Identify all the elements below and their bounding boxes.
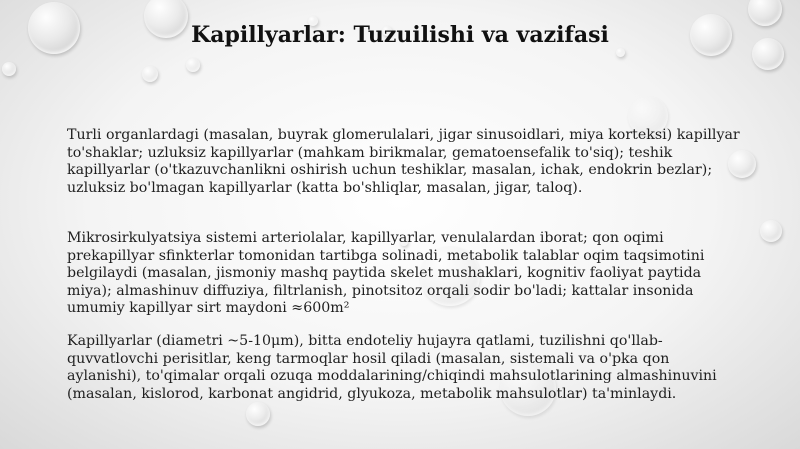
paragraph-microcirculation: Mikrosirkulyatsiya sistemi arteriolalar, kapillyarlar, venulalardan iborat; qon oqimi prekapillyar sfinkterlar tomonidan tartibga solinadi, metabolik talablar oqim taqsimotini belgilaydi (masalan, jismoniy mashq paytida skelet mushaklari, kognitiv faoliyat paytida miya); almashinuv diffuziya, filtrlanish, pinotsitoz orqali sodir bo'ladi; kattalar insonida umumiy kapillyar sirt maydoni ≈600m² bbox=[67, 230, 705, 316]
water-drop bbox=[142, 66, 158, 82]
water-drop bbox=[186, 58, 200, 72]
water-drop bbox=[246, 402, 270, 426]
slide-title: Kapillyarlar: Tuzuilishi va vazifasi bbox=[191, 22, 609, 48]
water-drop bbox=[760, 220, 782, 242]
water-drop bbox=[616, 48, 625, 57]
paragraph-capillary-structure: Kapillyarlar (diametri ~5-10μm), bitta endoteliy hujayra qatlami, tuzilishni qo'llab-quvvatlovchi perisitlar, keng tarmoqlar hosil qiladi (masalan, sistemali va o'pka qon aylanishi), to'qimalar orqali ozuqa moddalarining/chiqindi mahsulotlarining almashinuvini (masalan, kislorod, karbonat angidrid, glyukoza, metabolik mahsulotlar) ta'minlaydi. bbox=[67, 333, 717, 402]
water-drop bbox=[2, 62, 16, 76]
paragraph-capillary-types: Turli organlardagi (masalan, buyrak glomerulalari, jigar sinusoidlari, miya korteksi) kapillyar to'shaklar; uzluksiz kapillyarlar (mahkam birikmalar, gematoensefalik to'siq); teshik kapillyarlar (o'tkazuvchanlikni oshirish uchun teshiklar, masalan, ichak, endokrin bezlar); uzluksiz bo'lmagan kapillyarlar (katta bo'shliqlar, masalan, jigar, taloq). bbox=[67, 127, 740, 196]
